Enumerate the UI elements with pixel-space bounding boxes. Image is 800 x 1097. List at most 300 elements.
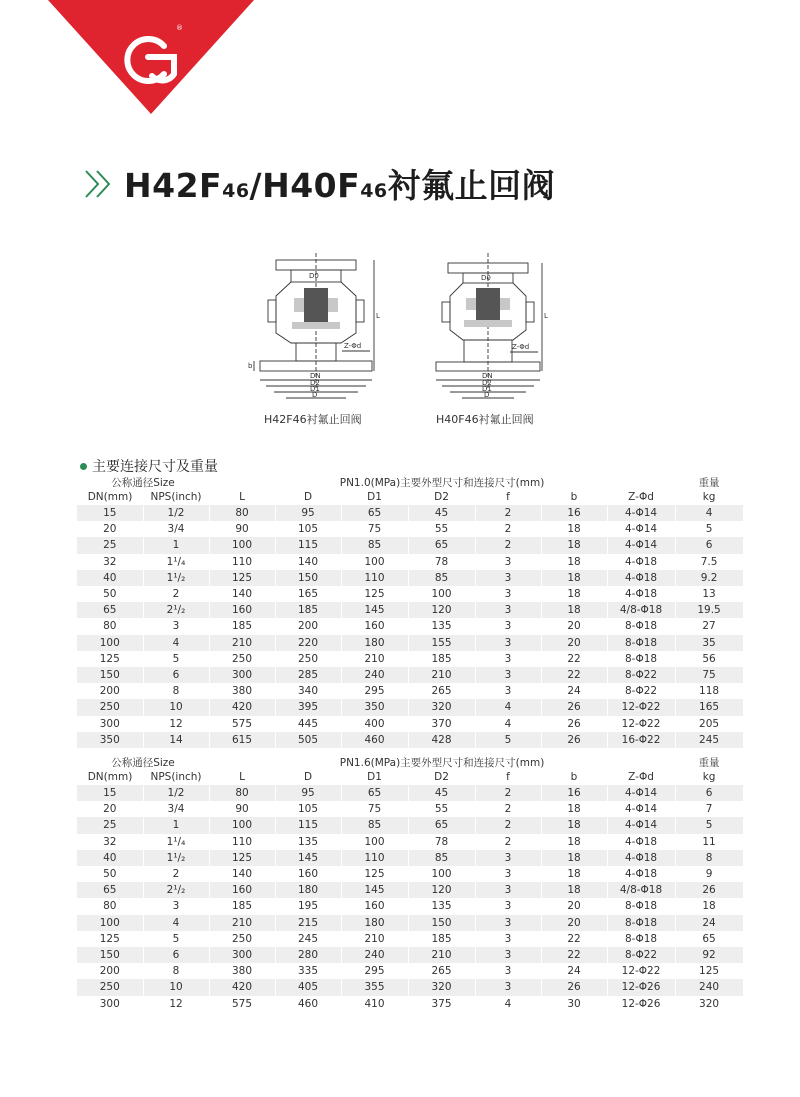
table-cell: 35 (675, 635, 743, 651)
table-cell: 85 (408, 850, 475, 866)
table-cell: 335 (275, 963, 341, 979)
table-cell: 55 (408, 521, 475, 537)
table-cell: 180 (275, 882, 341, 898)
col-nps: NPS(inch) (150, 491, 202, 503)
table-cell: 140 (209, 586, 275, 602)
label-dn: DN (482, 372, 493, 380)
col-zphid: Z-Φd (628, 771, 654, 783)
table-cell: 50 (77, 586, 143, 602)
table-cell: 3 (475, 963, 541, 979)
table-cell: 100 (209, 537, 275, 553)
table-cell: 12-Φ22 (607, 699, 675, 715)
table-cell: 350 (341, 699, 408, 715)
table-cell: 295 (341, 683, 408, 699)
col-d1: D1 (367, 771, 382, 783)
double-chevron-icon (82, 167, 116, 201)
table-cell: 210 (209, 635, 275, 651)
table-cell: 4/8-Φ18 (607, 882, 675, 898)
table-row (77, 898, 743, 914)
table-row (77, 554, 743, 570)
weight-header: 重量 (698, 757, 720, 769)
table-cell: 3 (475, 586, 541, 602)
table-cell: 22 (541, 651, 607, 667)
table-cell: 140 (209, 866, 275, 882)
table-cell: 9 (675, 866, 743, 882)
table-cell: 8 (143, 683, 209, 699)
table-cell: 250 (275, 651, 341, 667)
table-cell: 18 (541, 866, 607, 882)
table-cell: 280 (275, 947, 341, 963)
table-cell: 16 (541, 785, 607, 801)
label-zphid: Z-Φd (512, 343, 530, 351)
table-row (77, 618, 743, 634)
table-cell: 85 (341, 817, 408, 833)
table-cell: 3 (475, 683, 541, 699)
label-d1: D1 (482, 385, 492, 393)
table-cell: 135 (408, 898, 475, 914)
table-cell: 505 (275, 732, 341, 748)
table-cell: 80 (209, 785, 275, 801)
label-zphid: Z-Φd (344, 342, 362, 350)
table-cell: 20 (541, 635, 607, 651)
table-cell: 3 (475, 618, 541, 634)
table-cell: 19.5 (675, 602, 743, 618)
table-cell: 250 (209, 931, 275, 947)
table-cell: 428 (408, 732, 475, 748)
table-cell: 3 (475, 602, 541, 618)
table-cell: 110 (209, 554, 275, 570)
table-cell: 320 (408, 699, 475, 715)
table-cell: 75 (341, 801, 408, 817)
table-cell: 150 (275, 570, 341, 586)
table-cell: 2¹/₂ (143, 882, 209, 898)
section-heading (80, 456, 218, 476)
table-cell: 110 (209, 834, 275, 850)
table-cell: 4-Φ14 (607, 785, 675, 801)
table-row (77, 683, 743, 699)
table-cell: 100 (341, 834, 408, 850)
table-cell: 85 (341, 537, 408, 553)
col-d1: D1 (367, 491, 382, 503)
table-cell: 615 (209, 732, 275, 748)
table-cell: 50 (77, 866, 143, 882)
table-cell: 125 (77, 651, 143, 667)
table-row (77, 635, 743, 651)
table-cell: 210 (341, 931, 408, 947)
table-cell: 300 (209, 667, 275, 683)
table-cell: 355 (341, 979, 408, 995)
page-title-row (82, 160, 555, 207)
table-row (77, 866, 743, 882)
table-cell: 300 (77, 996, 143, 1012)
table-cell: 16 (541, 505, 607, 521)
table-cell: 12-Φ26 (607, 996, 675, 1012)
table-cell: 27 (675, 618, 743, 634)
table-cell: 8-Φ18 (607, 898, 675, 914)
table-cell: 3 (475, 898, 541, 914)
table-cell: 100 (77, 915, 143, 931)
table-cell: 16-Φ22 (607, 732, 675, 748)
table-cell: 8 (675, 850, 743, 866)
table-cell: 22 (541, 947, 607, 963)
table-row (77, 785, 743, 801)
table-cell: 78 (408, 554, 475, 570)
table-cell: 125 (209, 850, 275, 866)
col-l: L (239, 771, 245, 783)
logo-triangle-icon (48, 0, 254, 114)
table-cell: 18 (541, 801, 607, 817)
table-cell: 150 (408, 915, 475, 931)
table-cell: 4-Φ14 (607, 537, 675, 553)
table-cell: 3 (475, 570, 541, 586)
table-cell: 3 (475, 979, 541, 995)
table-cell: 14 (143, 732, 209, 748)
table-cell: 30 (541, 996, 607, 1012)
table-cell: 575 (209, 996, 275, 1012)
table-row (77, 537, 743, 553)
diagram-caption: H40F46衬氟止回阀 (436, 413, 534, 426)
table-cell: 32 (77, 834, 143, 850)
table-row (77, 882, 743, 898)
table-cell: 18 (541, 554, 607, 570)
table-cell: 420 (209, 979, 275, 995)
table-cell: 160 (341, 898, 408, 914)
table-cell: 160 (209, 602, 275, 618)
col-d2: D2 (434, 771, 449, 783)
table-cell: 80 (209, 505, 275, 521)
table-cell: 4-Φ18 (607, 570, 675, 586)
table-cell: 150 (77, 667, 143, 683)
weight-header: 重量 (698, 477, 720, 489)
table-cell: 145 (341, 882, 408, 898)
table-cell: 395 (275, 699, 341, 715)
table-cell: 370 (408, 716, 475, 732)
table-cell: 12 (143, 716, 209, 732)
table-cell: 7.5 (675, 554, 743, 570)
label-d2: D2 (310, 379, 320, 387)
table-cell: 8-Φ22 (607, 683, 675, 699)
table-cell: 195 (275, 898, 341, 914)
table-cell: 12-Φ26 (607, 979, 675, 995)
table-cell: 1¹/₂ (143, 850, 209, 866)
column-header-row (77, 770, 743, 785)
table-cell: 120 (408, 882, 475, 898)
brand-logo (48, 0, 254, 114)
table-cell: 105 (275, 801, 341, 817)
table-cell: 2 (475, 817, 541, 833)
table-cell: 15 (77, 505, 143, 521)
table-cell: 250 (209, 651, 275, 667)
table-cell: 125 (341, 586, 408, 602)
table-cell: 40 (77, 850, 143, 866)
table-cell: 380 (209, 683, 275, 699)
table-cell: 180 (341, 635, 408, 651)
table-cell: 65 (77, 602, 143, 618)
table-cell: 8-Φ18 (607, 635, 675, 651)
table-cell: 22 (541, 931, 607, 947)
table-cell: 3 (475, 635, 541, 651)
table-cell: 100 (209, 817, 275, 833)
table-cell: 220 (275, 635, 341, 651)
table-cell: 20 (541, 915, 607, 931)
table-cell: 55 (408, 801, 475, 817)
size-header: 公称通径Size (111, 477, 175, 489)
table-cell: 11 (675, 834, 743, 850)
table-cell: 40 (77, 570, 143, 586)
table-cell: 1 (143, 537, 209, 553)
table-row (77, 651, 743, 667)
table-cell: 24 (541, 683, 607, 699)
label-d1: D1 (310, 385, 320, 393)
table-cell: 115 (275, 817, 341, 833)
table-row (77, 586, 743, 602)
col-kg: kg (702, 771, 716, 783)
table-cell: 65 (408, 537, 475, 553)
table-cell: 200 (77, 683, 143, 699)
table-cell: 75 (341, 521, 408, 537)
table-cell: 110 (341, 850, 408, 866)
table-cell: 6 (675, 785, 743, 801)
table-cell: 18 (541, 882, 607, 898)
table-cell: 3 (475, 915, 541, 931)
table-cell: 2 (475, 505, 541, 521)
table-cell: 240 (675, 979, 743, 995)
table-cell: 4 (143, 915, 209, 931)
table-cell: 165 (275, 586, 341, 602)
table-cell: 1¹/₄ (143, 554, 209, 570)
table-cell: 65 (341, 785, 408, 801)
table-cell: 340 (275, 683, 341, 699)
label-l: L (544, 312, 548, 320)
table-cell: 2 (475, 785, 541, 801)
table-cell: 110 (341, 570, 408, 586)
table-cell: 6 (675, 537, 743, 553)
table-cell: 100 (341, 554, 408, 570)
table-cell: 135 (408, 618, 475, 634)
table-cell: 4-Φ14 (607, 817, 675, 833)
table-cell: 460 (341, 732, 408, 748)
table-cell: 3 (143, 898, 209, 914)
table-cell: 295 (341, 963, 408, 979)
table-cell: 4-Φ14 (607, 801, 675, 817)
table-cell: 4-Φ18 (607, 554, 675, 570)
table-row (77, 602, 743, 618)
table-cell: 18 (541, 602, 607, 618)
table-cell: 185 (408, 931, 475, 947)
spec-table-pn10 (77, 476, 744, 748)
table-row (77, 801, 743, 817)
table-cell: 2¹/₂ (143, 602, 209, 618)
table-cell: 24 (541, 963, 607, 979)
table-cell: 245 (675, 732, 743, 748)
table-row (77, 521, 743, 537)
table-cell: 375 (408, 996, 475, 1012)
col-nps: NPS(inch) (150, 771, 202, 783)
table-row (77, 817, 743, 833)
table-cell: 380 (209, 963, 275, 979)
table-cell: 350 (77, 732, 143, 748)
col-dn: DN(mm) (87, 491, 133, 503)
table-cell: 26 (541, 699, 607, 715)
table-cell: 210 (341, 651, 408, 667)
table-cell: 320 (675, 996, 743, 1012)
table-cell: 10 (143, 699, 209, 715)
table-row (77, 505, 743, 521)
table-row (77, 834, 743, 850)
table-cell: 4-Φ14 (607, 505, 675, 521)
table-cell: 250 (77, 699, 143, 715)
table-row (77, 699, 743, 715)
table-cell: 405 (275, 979, 341, 995)
table-cell: 105 (275, 521, 341, 537)
table-cell: 18 (541, 817, 607, 833)
table-cell: 3 (475, 947, 541, 963)
table-cell: 85 (408, 570, 475, 586)
table-cell: 185 (209, 618, 275, 634)
table-cell: 145 (341, 602, 408, 618)
table-row (77, 931, 743, 947)
table-cell: 8 (143, 963, 209, 979)
table-cell: 5 (143, 931, 209, 947)
table-cell: 18 (541, 521, 607, 537)
table-cell: 240 (341, 667, 408, 683)
col-b: b (570, 491, 578, 503)
table-cell: 1 (143, 817, 209, 833)
table-cell: 460 (275, 996, 341, 1012)
table-cell: 185 (275, 602, 341, 618)
page-title: H42F46/H40F46衬氟止回阀 (124, 166, 556, 205)
table-cell: 400 (341, 716, 408, 732)
table-cell: 145 (275, 850, 341, 866)
col-f: f (506, 771, 510, 783)
table-cell: 3 (475, 651, 541, 667)
col-d: D (303, 491, 313, 503)
table-cell: 320 (408, 979, 475, 995)
col-d2: D2 (434, 491, 449, 503)
table-cell: 1/2 (143, 505, 209, 521)
table-cell: 160 (341, 618, 408, 634)
table-cell: 12 (143, 996, 209, 1012)
table-cell: 20 (77, 521, 143, 537)
table-cell: 4 (143, 635, 209, 651)
label-b: b (248, 362, 253, 370)
table-cell: 10 (143, 979, 209, 995)
table-cell: 65 (77, 882, 143, 898)
table-cell: 90 (209, 801, 275, 817)
table-cell: 22 (541, 667, 607, 683)
table-cell: 285 (275, 667, 341, 683)
table-cell: 26 (675, 882, 743, 898)
diagram-caption: H42F46衬氟止回阀 (264, 413, 362, 426)
table-row (77, 979, 743, 995)
col-d: D (303, 771, 313, 783)
table-cell: 3/4 (143, 521, 209, 537)
table-cell: 115 (275, 537, 341, 553)
table-cell: 75 (675, 667, 743, 683)
table-row (77, 667, 743, 683)
table-cell: 25 (77, 537, 143, 553)
label-d0: D0 (481, 274, 491, 282)
table-row (77, 850, 743, 866)
table-cell: 250 (77, 979, 143, 995)
table-cell: 18 (541, 570, 607, 586)
table-cell: 300 (209, 947, 275, 963)
table-cell: 165 (675, 699, 743, 715)
table-cell: 100 (408, 586, 475, 602)
table-cell: 32 (77, 554, 143, 570)
table-row (77, 996, 743, 1012)
table-cell: 24 (675, 915, 743, 931)
table-cell: 3 (143, 618, 209, 634)
table-cell: 185 (408, 651, 475, 667)
table-cell: 4-Φ18 (607, 850, 675, 866)
table-cell: 26 (541, 716, 607, 732)
col-zphid: Z-Φd (628, 491, 654, 503)
table-cell: 6 (143, 947, 209, 963)
table-cell: 1/2 (143, 785, 209, 801)
col-b: b (570, 771, 578, 783)
table-cell: 20 (541, 618, 607, 634)
table-cell: 18 (541, 537, 607, 553)
table-cell: 3 (475, 850, 541, 866)
table-cell: 4/8-Φ18 (607, 602, 675, 618)
table-row (77, 915, 743, 931)
table-cell: 4 (675, 505, 743, 521)
table-cell: 2 (475, 537, 541, 553)
table-cell: 1¹/₂ (143, 570, 209, 586)
table-cell: 8-Φ18 (607, 915, 675, 931)
table-cell: 265 (408, 683, 475, 699)
table-cell: 240 (341, 947, 408, 963)
table-cell: 4-Φ18 (607, 834, 675, 850)
pn-header: PN1.6(MPa)主要外型尺寸和连接尺寸(mm) (339, 757, 545, 769)
table-cell: 65 (341, 505, 408, 521)
table-body (77, 505, 743, 748)
table-cell: 12-Φ22 (607, 716, 675, 732)
table-cell: 3 (475, 866, 541, 882)
table-cell: 4 (475, 716, 541, 732)
col-f: f (506, 491, 510, 503)
table-cell: 6 (143, 667, 209, 683)
table-cell: 300 (77, 716, 143, 732)
table-cell: 210 (209, 915, 275, 931)
table-cell: 125 (675, 963, 743, 979)
table-cell: 100 (408, 866, 475, 882)
table-cell: 125 (77, 931, 143, 947)
col-kg: kg (702, 491, 716, 503)
table-cell: 65 (675, 931, 743, 947)
table-cell: 2 (475, 834, 541, 850)
table-cell: 210 (408, 667, 475, 683)
valve-diagram-h42 (246, 248, 386, 408)
label-dn: DN (310, 372, 321, 380)
table-cell: 4-Φ18 (607, 586, 675, 602)
table-cell: 445 (275, 716, 341, 732)
table-cell: 420 (209, 699, 275, 715)
table-cell: 8-Φ18 (607, 651, 675, 667)
table-cell: 5 (675, 521, 743, 537)
table-cell: 160 (209, 882, 275, 898)
size-header: 公称通径Size (111, 757, 175, 769)
table-cell: 8-Φ22 (607, 947, 675, 963)
table-cell: 265 (408, 963, 475, 979)
label-d: D (312, 391, 318, 399)
table-cell: 3 (475, 667, 541, 683)
table-cell: 80 (77, 898, 143, 914)
table-cell: 18 (541, 834, 607, 850)
col-l: L (239, 491, 245, 503)
table-cell: 410 (341, 996, 408, 1012)
